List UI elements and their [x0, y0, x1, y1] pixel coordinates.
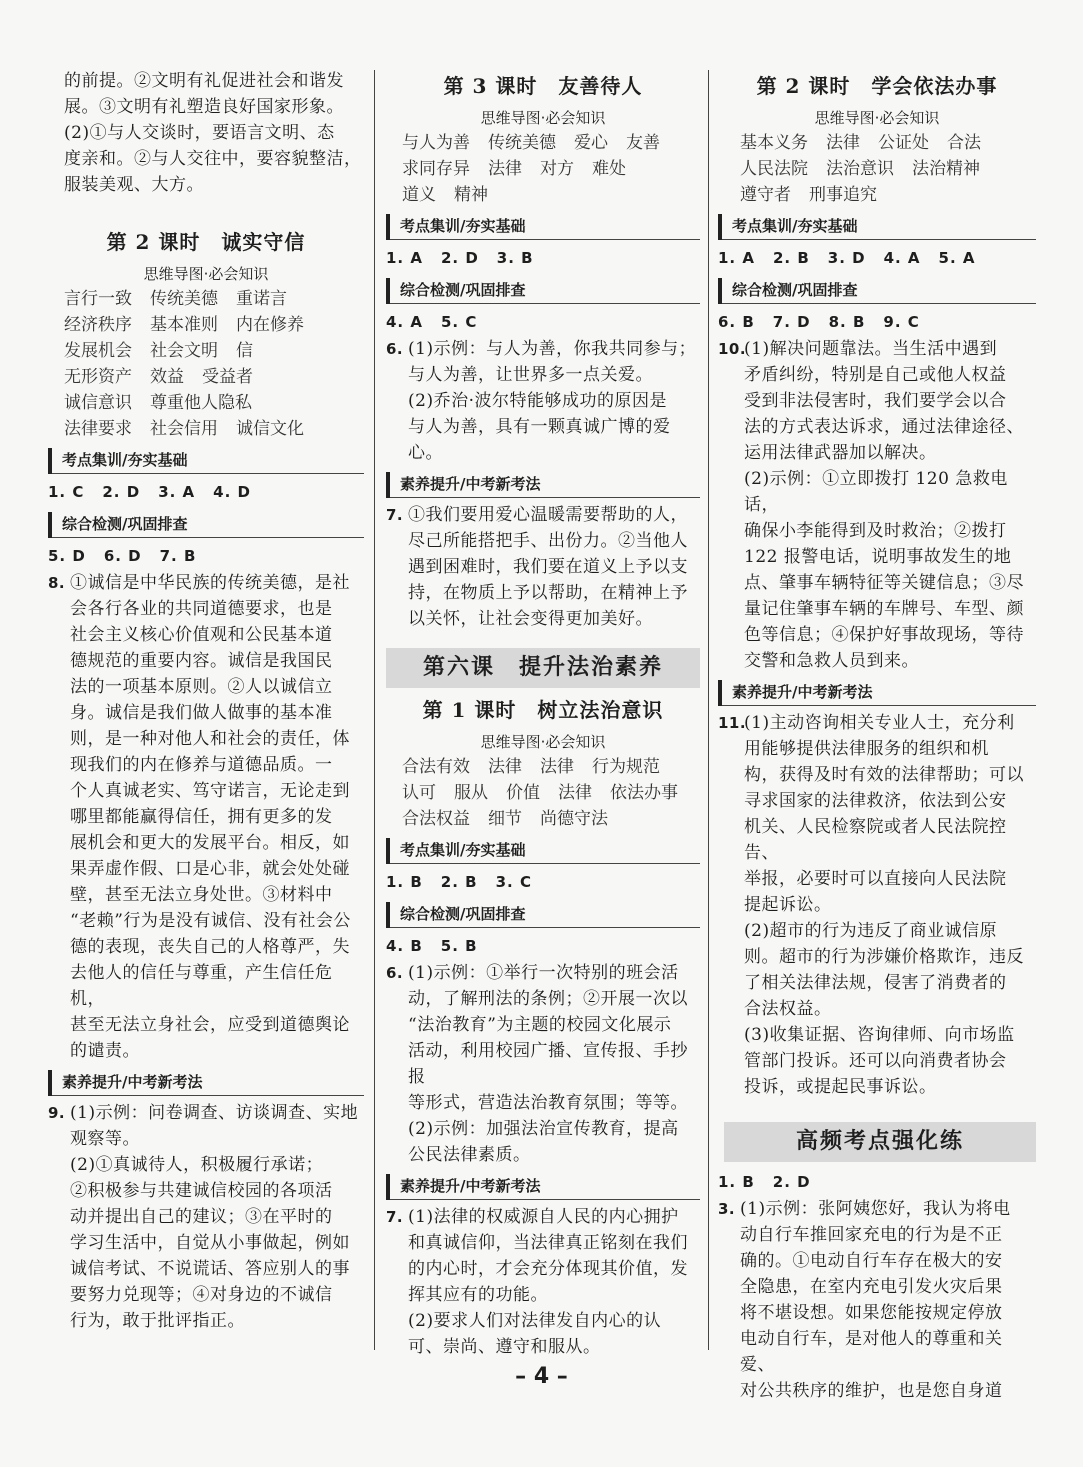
keyword: 法律	[558, 783, 592, 803]
text-line: (1)解决问题靠法。当生活中遇到	[744, 339, 998, 359]
text-line: 全隐患，在室内充电引发火灾后果	[740, 1277, 1003, 1297]
answer-item: 4. D	[213, 483, 251, 501]
keyword-row	[402, 780, 700, 806]
answer-item: 7. D	[772, 313, 811, 331]
question-9	[48, 1100, 364, 1334]
keyword: 传统美德	[488, 133, 556, 153]
column-divider	[708, 70, 709, 1350]
keyword-row	[402, 156, 700, 182]
column-3	[718, 68, 1036, 1404]
question-6	[386, 336, 700, 466]
keyword: 价值	[506, 783, 540, 803]
keyword-row	[740, 130, 1036, 156]
answer-item: 1. A	[386, 249, 423, 267]
section-header: 素养提升/中考新考法	[718, 680, 1036, 706]
text-line: 矛盾纠纷，特别是自己或他人权益	[744, 365, 1007, 385]
keyword: 法律	[540, 757, 574, 777]
text-line: 等形式，营造法治教育氛围；等等。	[408, 1093, 688, 1113]
text-line: 现我们的内在修养与道德品质。一	[70, 755, 333, 775]
text-line: 挥其应有的功能。	[408, 1285, 548, 1305]
text-line: (1)示例：与人为善，你我共同参与；	[408, 339, 697, 359]
text-line: “老赖”行为是没有诚信、没有社会公	[70, 911, 351, 931]
section-header: 综合检测/巩固排查	[48, 512, 364, 538]
question-8	[48, 570, 364, 1064]
mind-map-title: 思维导图·必会知识	[480, 733, 606, 751]
text-line: 122 报警电话，说明事故发生的地	[744, 547, 1012, 567]
text-line: 诚信考试、不说谎话、答应别人的事	[70, 1259, 350, 1279]
keyword: 重诺言	[236, 289, 287, 309]
text-line: 会各行各业的共同道德要求，也是	[70, 599, 333, 619]
keyword: 受益者	[202, 367, 253, 387]
answer-item: 6. B	[718, 313, 755, 331]
keyword-row	[402, 182, 700, 208]
question-7	[386, 502, 700, 632]
keyword: 发展机会	[64, 341, 132, 361]
answer-item: 7. B	[159, 547, 197, 565]
text-line: (1)示例：张阿姨您好，我认为将电	[740, 1199, 1011, 1219]
keyword: 合法权益	[402, 809, 470, 829]
text-line: 活动，利用校园广播、宣传报、手抄报	[408, 1041, 688, 1087]
lesson-title: 第 2 课时 学会依法办事	[756, 74, 998, 98]
column-1	[48, 68, 364, 1334]
text-line: 度亲和。②与人交往中，要容貌整洁，	[64, 149, 362, 169]
keyword-row	[64, 364, 364, 390]
text-line: 确的。①电动自行车存在极大的安	[740, 1251, 1003, 1271]
answer-item: 5. A	[938, 249, 976, 267]
text-line: (1)示例：①举行一次特别的班会活	[408, 963, 679, 983]
keyword: 与人为善	[402, 133, 470, 153]
answer-row	[48, 542, 364, 570]
text-line: 要努力兑现等；④对身边的不诚信	[70, 1285, 333, 1305]
keyword: 法治精神	[912, 159, 980, 179]
intro-text	[48, 68, 364, 198]
text-line: 则，是一种对他人和社会的责任，体	[70, 729, 350, 749]
text-line: 构，获得及时有效的法律帮助；可以	[744, 765, 1024, 785]
text-line: 行为，敢于批评指正。	[70, 1311, 245, 1331]
keyword: 服从	[454, 783, 488, 803]
keyword-row	[740, 156, 1036, 182]
keyword: 信	[236, 341, 253, 361]
text-line: 动，了解刑法的条例；②开展一次以	[408, 989, 688, 1009]
question-10	[718, 336, 1036, 674]
text-line: 动并提出自己的建议；③在平时的	[70, 1207, 333, 1227]
keyword: 公证处	[878, 133, 929, 153]
text-line: 用能够提供法律服务的组织和机	[744, 739, 989, 759]
answer-row	[718, 244, 1036, 272]
question-number: 10.	[718, 340, 747, 358]
text-line: 持，在物质上予以帮助，在精神上予	[408, 583, 688, 603]
answer-item: 4. B	[386, 937, 423, 955]
section-header: 考点集训/夯实基础	[718, 214, 1036, 240]
keyword: 法律	[488, 159, 522, 179]
mind-map-title: 思维导图·必会知识	[814, 109, 940, 127]
answer-row	[386, 932, 700, 960]
text-line: 确保小李能得到及时救治；②拨打	[744, 521, 1007, 541]
keyword: 社会文明	[150, 341, 218, 361]
text-line: 了相关法律法规，侵害了消费者的	[744, 973, 1007, 993]
answer-row	[386, 308, 700, 336]
keyword: 基本义务	[740, 133, 808, 153]
question-7b	[386, 1204, 700, 1360]
answer-item: 4. A	[386, 313, 423, 331]
section-header: 综合检测/巩固排查	[386, 278, 700, 304]
answer-item: 8. B	[828, 313, 866, 331]
section-header: 综合检测/巩固排查	[386, 902, 700, 928]
keyword-row	[64, 390, 364, 416]
text-line: 展。③文明有礼塑造良好国家形象。	[64, 97, 344, 117]
text-line: (3)收集证据、咨询律师、向市场监	[744, 1025, 1015, 1045]
keyword: 合法有效	[402, 757, 470, 777]
text-line: 去他人的信任与尊重，产生信任危机，	[70, 963, 333, 1009]
answer-item: 6. D	[103, 547, 142, 565]
text-line: 身。诚信是我们做人做事的基本准	[70, 703, 333, 723]
keyword: 法律要求	[64, 419, 132, 439]
keyword-row	[64, 312, 364, 338]
text-line: ①诚信是中华民族的传统美德，是社	[70, 573, 350, 593]
keyword: 效益	[150, 367, 184, 387]
keyword-row	[740, 182, 1036, 208]
keyword: 细节	[488, 809, 522, 829]
text-line: (1)主动咨询相关专业人士，充分利	[744, 713, 1015, 733]
keyword: 精神	[454, 185, 488, 205]
keyword-block	[48, 286, 364, 442]
text-line: 壁，甚至无法立身处世。③材料中	[70, 885, 333, 905]
keyword: 难处	[592, 159, 626, 179]
lesson-title: 第 3 课时 友善待人	[443, 74, 643, 98]
text-line: 哪里都能赢得信任，拥有更多的发	[70, 807, 333, 827]
text-line: “法治教育”为主题的校园文化展示	[408, 1015, 672, 1035]
keyword: 法治意识	[826, 159, 894, 179]
text-line: (2)乔治·波尔特能够成功的原因是	[408, 391, 667, 411]
keyword: 法律	[826, 133, 860, 153]
text-line: 尽己所能搭把手、出份力。②当他人	[408, 531, 688, 551]
text-line: 展机会和更大的发展平台。相反，如	[70, 833, 350, 853]
text-line: 合法权益。	[744, 999, 832, 1019]
text-line: (1)法律的权威源自人民的内心拥护	[408, 1207, 679, 1227]
question-11	[718, 710, 1036, 1100]
keyword: 人民法院	[740, 159, 808, 179]
text-line: 交警和急救人员到来。	[744, 651, 919, 671]
question-number: 7.	[386, 1208, 404, 1226]
text-line: 的内心时，才会充分体现其价值，发	[408, 1259, 688, 1279]
keyword: 诚信意识	[64, 393, 132, 413]
text-line: 管部门投诉。还可以向消费者协会	[744, 1051, 1007, 1071]
text-line: 投诉，或提起民事诉讼。	[744, 1077, 937, 1097]
keyword: 刑事追究	[809, 185, 877, 205]
keyword: 求同存异	[402, 159, 470, 179]
keyword: 基本准则	[150, 315, 218, 335]
keyword: 传统美德	[150, 289, 218, 309]
section-header: 考点集训/夯实基础	[386, 838, 700, 864]
answer-item: 3. C	[495, 873, 532, 891]
lesson-title: 第 2 课时 诚实守信	[106, 230, 306, 254]
chapter-banner: 第六课 提升法治素养	[386, 648, 700, 688]
text-line: 甚至无法立身社会，应受到道德舆论	[70, 1015, 350, 1035]
question-6b	[386, 960, 700, 1168]
question-number: 7.	[386, 506, 404, 524]
text-line: 电动自行车，是对他人的尊重和关爱、	[740, 1329, 1003, 1375]
answer-item: 2. D	[440, 249, 479, 267]
keyword: 遵守者	[740, 185, 791, 205]
answer-row	[48, 478, 364, 506]
answer-item: 1. A	[718, 249, 755, 267]
question-number: 6.	[386, 340, 404, 358]
text-line: 个人真诚老实、笃守诺言，无论走到	[70, 781, 350, 801]
text-line: 动自行车推回家充电的行为是不正	[740, 1225, 1003, 1245]
text-line: 点、肇事车辆特征等关键信息；③尽	[744, 573, 1024, 593]
column-2	[386, 68, 700, 1360]
keyword: 爱心	[574, 133, 608, 153]
text-line: 学习生活中，自觉从小事做起，例如	[70, 1233, 350, 1253]
question-number: 3.	[718, 1200, 736, 1218]
keyword: 尚德守法	[540, 809, 608, 829]
answer-item: 5. B	[440, 937, 478, 955]
keyword: 无形资产	[64, 367, 132, 387]
keyword: 法律	[488, 757, 522, 777]
keyword: 经济秩序	[64, 315, 132, 335]
question-number: 9.	[48, 1104, 66, 1122]
chapter-banner: 高频考点强化练	[724, 1122, 1036, 1162]
answer-item: 2. D	[102, 483, 141, 501]
keyword-row	[64, 286, 364, 312]
text-line: 对公共秩序的维护，也是您自身道	[740, 1381, 1003, 1401]
keyword-block	[386, 754, 700, 832]
answer-item: 1. B	[718, 1173, 755, 1191]
keyword: 对方	[540, 159, 574, 179]
text-line: 公民法律素质。	[408, 1145, 531, 1165]
answer-item: 3. D	[827, 249, 866, 267]
text-line: (2)示例：①立即拨打 120 急救电话，	[744, 469, 1008, 515]
answer-item: 5. C	[440, 313, 478, 331]
text-line: 则。超市的行为涉嫌价格欺诈，违反	[744, 947, 1024, 967]
answer-row	[718, 1168, 1036, 1196]
keyword: 道义	[402, 185, 436, 205]
text-line: (2)①与人交谈时，要语言文明、态	[64, 123, 335, 143]
text-line: 以关怀，让社会变得更加美好。	[408, 609, 653, 629]
text-line: 德的表现，丧失自己的人格尊严，失	[70, 937, 350, 957]
answer-item: 1. B	[386, 873, 423, 891]
section-header: 考点集训/夯实基础	[48, 448, 364, 474]
answer-row	[718, 308, 1036, 336]
text-line: ②积极参与共建诚信校园的各项活	[70, 1181, 333, 1201]
text-line: 社会主义核心价值观和公民基本道	[70, 625, 333, 645]
answer-item: 5. D	[48, 547, 86, 565]
keyword-block	[718, 130, 1036, 208]
keyword: 友善	[626, 133, 660, 153]
keyword: 行为规范	[592, 757, 660, 777]
text-line: 的前提。②文明有礼促进社会和谐发	[64, 71, 344, 91]
text-line: 的谴责。	[70, 1041, 140, 1061]
text-line: 与人为善，具有一颗真诚广博的爱心。	[408, 417, 671, 463]
lesson-title: 第 1 课时 树立法治意识	[422, 698, 664, 722]
text-line: (2)①真诚待人，积极履行承诺；	[70, 1155, 324, 1175]
text-line: 遇到困难时，我们要在道义上予以支	[408, 557, 688, 577]
text-line: 量记住肇事车辆的车牌号、车型、颜	[744, 599, 1024, 619]
text-line: (2)超市的行为违反了商业诚信原	[744, 921, 998, 941]
answer-item: 2. B	[440, 873, 478, 891]
text-line: 受到非法侵害时，我们要学会以合	[744, 391, 1007, 411]
keyword-row	[402, 130, 700, 156]
mind-map-title: 思维导图·必会知识	[143, 265, 269, 283]
answer-item: 3. A	[158, 483, 196, 501]
text-line: (2)示例：加强法治宣传教育，提高	[408, 1119, 679, 1139]
text-line: 可、崇尚、遵守和服从。	[408, 1337, 601, 1357]
question-number: 8.	[48, 574, 66, 592]
text-line: ①我们要用爱心温暖需要帮助的人，	[408, 505, 688, 525]
keyword: 诚信文化	[236, 419, 304, 439]
answer-row	[386, 244, 700, 272]
keyword: 尊重他人隐私	[150, 393, 252, 413]
column-divider	[374, 70, 375, 1350]
section-header: 素养提升/中考新考法	[386, 1174, 700, 1200]
text-line: 法的方式表达诉求，通过法律途径、	[744, 417, 1024, 437]
text-line: 果弄虚作假、口是心非，就会处处碰	[70, 859, 350, 879]
text-line: 举报，必要时可以直接向人民法院	[744, 869, 1007, 889]
section-header: 综合检测/巩固排查	[718, 278, 1036, 304]
text-line: 将不堪设想。如果您能按规定停放	[740, 1303, 1003, 1323]
section-header: 考点集训/夯实基础	[386, 214, 700, 240]
keyword: 内在修养	[236, 315, 304, 335]
section-header: 素养提升/中考新考法	[386, 472, 700, 498]
keyword-row	[64, 338, 364, 364]
answer-item: 1. C	[48, 483, 85, 501]
text-line: 法的一项基本原则。②人以诚信立	[70, 677, 333, 697]
page-number: – 4 –	[515, 1364, 568, 1389]
question-number: 6.	[386, 964, 404, 982]
section-header: 素养提升/中考新考法	[48, 1070, 364, 1096]
answer-item: 2. D	[772, 1173, 811, 1191]
keyword: 认可	[402, 783, 436, 803]
text-line: 与人为善，让世界多一点关爱。	[408, 365, 653, 385]
answer-item: 3. B	[496, 249, 534, 267]
keyword: 社会信用	[150, 419, 218, 439]
text-line: 运用法律武器加以解决。	[744, 443, 937, 463]
question-number: 11.	[718, 714, 747, 732]
mind-map-title: 思维导图·必会知识	[480, 109, 606, 127]
keyword: 合法	[947, 133, 981, 153]
keyword-row	[402, 806, 700, 832]
text-line: 服装美观、大方。	[64, 175, 204, 195]
keyword: 依法办事	[610, 783, 678, 803]
text-line: 观察等。	[70, 1129, 140, 1149]
text-line: 机关、人民检察院或者人民法院控告、	[744, 817, 1007, 863]
text-line: 德规范的重要内容。诚信是我国民	[70, 651, 333, 671]
text-line: (2)要求人们对法律发自内心的认	[408, 1311, 662, 1331]
keyword-row	[64, 416, 364, 442]
answer-row	[386, 868, 700, 896]
answer-item: 4. A	[883, 249, 921, 267]
text-line: 色等信息；④保护好事故现场，等待	[744, 625, 1024, 645]
keyword-block	[386, 130, 700, 208]
answer-item: 9. C	[883, 313, 920, 331]
text-line: 寻求国家的法律救济，依法到公安	[744, 791, 1007, 811]
text-line: 提起诉讼。	[744, 895, 832, 915]
text-line: 和真诚信仰，当法律真正铭刻在我们	[408, 1233, 688, 1253]
keyword: 言行一致	[64, 289, 132, 309]
keyword-row	[402, 754, 700, 780]
text-line: (1)示例：问卷调查、访谈调查、实地	[70, 1103, 359, 1123]
answer-item: 2. B	[772, 249, 810, 267]
